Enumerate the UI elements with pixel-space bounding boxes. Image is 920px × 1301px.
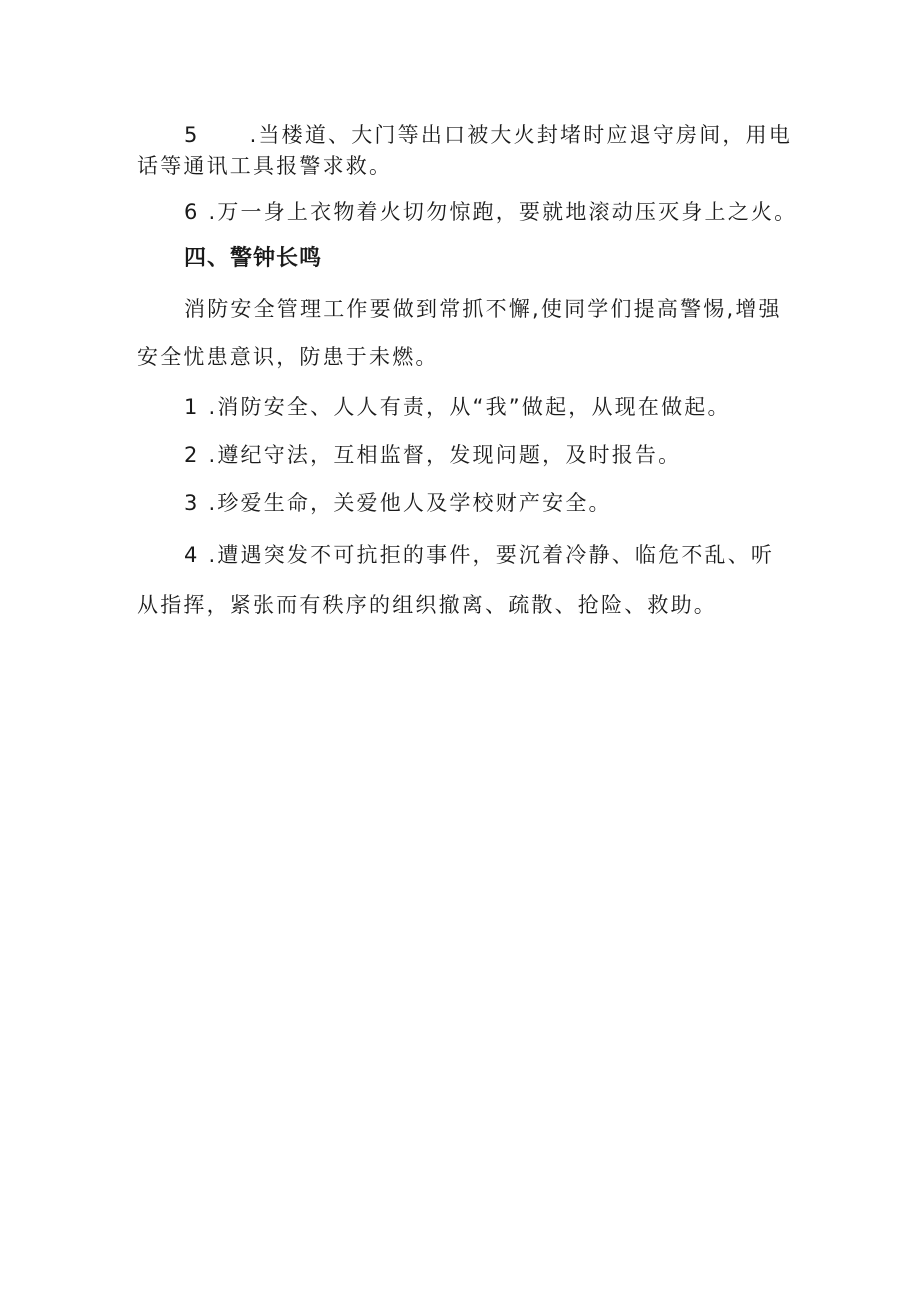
item-text: .当楼道、大门等出口被大火封堵时应退守房间，用电 — [249, 123, 793, 147]
item-number: 3 — [184, 491, 200, 515]
item-5-line-2: 话等通讯工具报警求救。 — [137, 154, 393, 178]
item-text: .珍爱生命，关爱他人及学校财产安全。 — [208, 491, 612, 515]
item-text: .消防安全、人人有责，从“我”做起，从现在做起。 — [208, 395, 731, 419]
item-number: 4 — [184, 543, 200, 567]
item-number: 5 — [184, 123, 200, 147]
item-5-line-1 — [184, 120, 792, 150]
item-6-line — [184, 197, 797, 227]
section-item-2 — [184, 440, 681, 470]
item-number: 1 — [184, 395, 200, 419]
section-item-3 — [184, 488, 612, 518]
section-item-1 — [184, 392, 731, 422]
item-text: .遭遇突发不可抗拒的事件，要沉着冷静、临危不乱、听 — [208, 543, 775, 567]
item-text: .遵纪守法，互相监督，发现问题，及时报告。 — [208, 443, 682, 467]
item-text: .万一身上衣物着火切勿惊跑，要就地滚动压灭身上之火。 — [208, 200, 798, 224]
intro-line-2: 安全忧患意识，防患于未燃。 — [137, 345, 439, 369]
section-item-4-line-2: 从指挥，紧张而有秩序的组织撤离、疏散、抢险、救助。 — [137, 593, 717, 617]
item-number: 2 — [184, 443, 200, 467]
section-item-4-line-1 — [184, 540, 774, 570]
intro-line-1: 消防安全管理工作要做到常抓不懈,使同学们提高警惕,增强 — [184, 297, 782, 321]
item-number: 6 — [184, 200, 200, 224]
section-heading: 四、警钟长鸣 — [184, 246, 323, 271]
